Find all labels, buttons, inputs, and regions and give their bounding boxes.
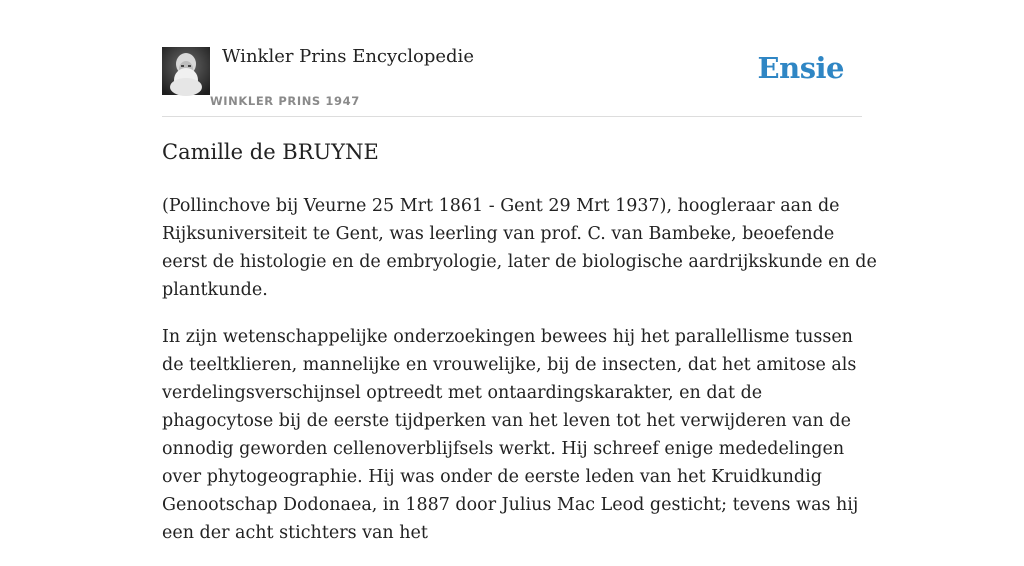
brand-logo[interactable]: Ensie bbox=[757, 51, 844, 85]
article-paragraph: In zijn wetenschappelijke onderzoekingen bewees hij het parallellisme tussen de teeltklieren, mannelijke en vrouwelijke, bij de insecten, dat het amitose als verdelingsverschijnsel optreedt met ontaardingskarakter, en dat de phagocytose bij de eerste tijdperken van het leven tot het verwijderen van de onnodig geworden cellenoverblijfsels werkt. Hij schreef enige mededelingen over phytogeographie. Hij was onder de eerste leden van het Kruidkundig Genootschap Dodonaea, in 1887 door Julius Mac Leod gesticht; tevens was hij een der acht stichters van het bbox=[162, 327, 859, 543]
article-title: Camille de BRUYNE bbox=[162, 140, 379, 164]
source-subtitle[interactable]: WINKLER PRINS 1947 bbox=[210, 94, 360, 108]
source-avatar[interactable] bbox=[162, 47, 210, 95]
article-paragraph: (Pollinchove bij Veurne 25 Mrt 1861 - Gent 29 Mrt 1937), hoogleraar aan de Rijksuniversiteit te Gent, was leerling van prof. C. van Bambeke, beoefende eerst de histologie en de embryologie, later de biologische aardrijkskunde en de plantkunde. bbox=[162, 196, 877, 300]
source-header bbox=[162, 46, 862, 117]
portrait-image bbox=[162, 47, 210, 95]
source-title[interactable]: Winkler Prins Encyclopedie bbox=[222, 46, 474, 67]
article-body bbox=[162, 192, 877, 566]
